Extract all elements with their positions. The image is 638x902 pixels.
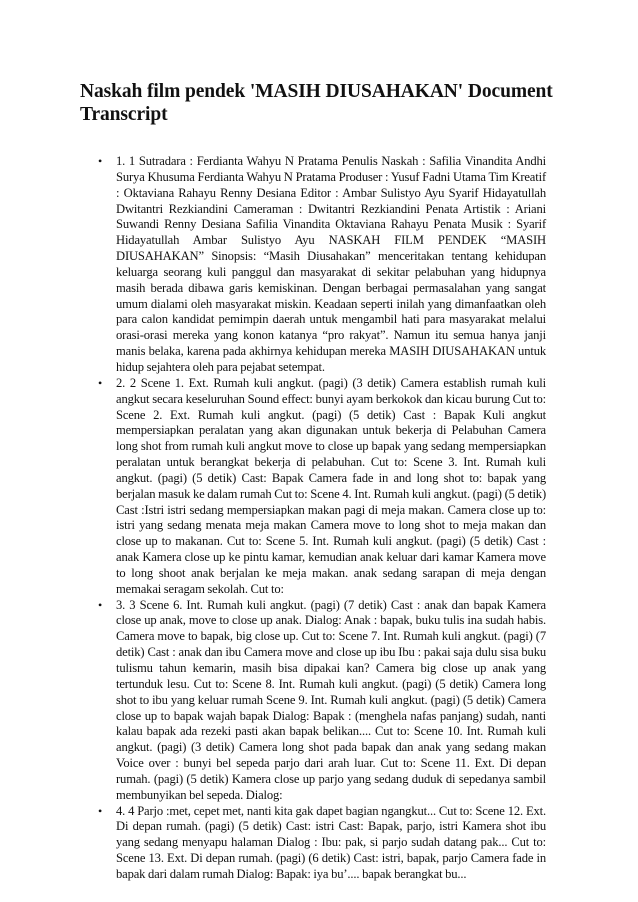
bullet-icon: • bbox=[98, 597, 103, 612]
list-item bbox=[98, 154, 546, 376]
transcript-list bbox=[98, 154, 546, 883]
list-item bbox=[98, 804, 546, 883]
list-item-text: 1. 1 Sutradara : Ferdianta Wahyu N Pratama Penulis Naskah : Safilia Vinandita Andhi Surya Khusuma Ferdianta Wahyu N Pratama Produser : Yusuf Fadni Utama Tim Kreatif : Oktaviana Rahayu Renny Desiana Editor : Ambar Sulistyo Ayu Syarif Hidayatullah Dwitantri Rezkiandini Cameraman : Dwitantri Rezkiandini Penata Artistik : Ariani Suwandi Renny Desiana Safilia Vinandita Oktaviana Rahayu Penata Musik : Syarif Hidayatullah Ambar Sulistyo Ayu NASKAH FILM PENDEK “MASIH DIUSAHAKAN” Sinopsis: “Masih Diusahakan” menceritakan tentang kehidupan keluarga seorang kuli panggul dan masyarakat di sekitar pelabuhan yang hidupnya masih berada dibawa garis kemiskinan. Dengan berbagai permasalahan yang sangat umum dialami oleh masyarakat miskin. Keadaan seperti inilah yang dimanfaatkan oleh para calon kandidat pemimpin daerah untuk mengambil hati para masyarakat melalui orasi-orasi mereka yang konon katanya “pro rakyat”. Namun itu semua hanya janji manis belaka, karena pada akhirnya kehidupan mereka MASIH DIUSAHAKAN untuk hidup sejahtera oleh para pejabat setempat. bbox=[116, 154, 546, 374]
list-item bbox=[98, 376, 546, 598]
bullet-icon: • bbox=[98, 803, 103, 818]
document-title: Naskah film pendek 'MASIH DIUSAHAKAN' Document Transcript bbox=[80, 81, 553, 125]
bullet-icon: • bbox=[98, 154, 103, 168]
list-item-text: 3. 3 Scene 6. Int. Rumah kuli angkut. (pagi) (7 detik) Cast : anak dan bapak Kamera close up anak, move to close up anak. Dialog: Anak : bapak, buku tulis ina sudah habis. Camera move to bapak, big close up. Cut to: Scene 7. Int. Rumah kuli angkut. (pagi) (7 detik) Cast : anak dan ibu Camera move and close up ibu Ibu : pakai saja dulu sisa buku tulismu tahun kemarin, masih bisa dipakai kan? Camera big close up anak yang tertunduk lesu. Cut to: Scene 8. Int. Rumah kuli angkut. (pagi) (5 detik) Camera long shot to ibu yang keluar rumah Scene 9. Int. Rumah kuli angkut. (pagi) (5 detik) Camera close up to bapak wajah bapak Dialog: Bapak : (menghela nafas panjang) sudah, nanti kalau bapak ada rezeki pasti akan bapak belikan.... Cut to: Scene 10. Int. Rumah kuli angkut. (pagi) (3 detik) Camera long shot pada bapak dan anak yang sedang makan Voice over : bunyi bel sepeda parjo dari arah luar. Cut to: Scene 11. Ext. Di depan rumah. (pagi) (5 detik) Kamera close up parjo yang sedang duduk di sepedanya sambil membunyikan bel sepeda. Dialog: bbox=[116, 597, 546, 802]
list-item-text: 4. 4 Parjo :met, cepet met, nanti kita gak dapet bagian ngangkut... Cut to: Scene 12. Ext. Di depan rumah. (pagi) (5 detik) Cast: istri Cast: Bapak, parjo, istri Kamera shot ibu yang sedang menyapu halaman Dialog : Ibu: pak, si parjo sudah datang pak... Cut to: Scene 13. Ext. Di depan rumah. (pagi) (6 detik) Cast: istri, bapak, parjo Camera fade in bapak dari dalam rumah Dialog: Bapak: iya bu’.... bapak berangkat bu... bbox=[116, 803, 546, 881]
list-item bbox=[98, 598, 546, 804]
bullet-icon: • bbox=[98, 375, 103, 390]
list-item-text: 2. 2 Scene 1. Ext. Rumah kuli angkut. (pagi) (3 detik) Camera establish rumah kuli angkut secara keseluruhan Sound effect: bunyi ayam berkokok dan kicau burung Cut to: Scene 2. Ext. Rumah kuli angkut. (pagi) (5 detik) Cast : Bapak Kuli angkut mempersiapkan peralatan yang akan digunakan untuk bekerja di Pelabuhan Camera long shot from rumah kuli angkut move to close up bapak yang sedang mempersiapkan peralatan untuk berangkat bekerja di pelabuhan. Cut to: Scene 3. Int. Rumah kuli angkut. (pagi) (5 detik) Cast: Bapak Camera fade in and long shot to: bapak yang berjalan masuk ke dalam rumah Cut to: Scene 4. Int. Rumah kuli angkut. (pagi) (5 detik) Cast :Istri istri sedang mempersiapkan makan pagi di meja makan. Camera close up to: istri yang sedang menata meja makan Camera move to long shot to meja makan dan close up to makanan. Cut to: Scene 5. Int. Rumah kuli angkut. (pagi) (5 detik) Cast : anak Kamera close up ke pintu kamar, kemudian anak keluar dari kamar Kamera move to long shoot anak berjalan ke meja makan. anak sedang sarapan di meja dengan memakai seragam sekolah. Cut to: bbox=[116, 375, 546, 596]
